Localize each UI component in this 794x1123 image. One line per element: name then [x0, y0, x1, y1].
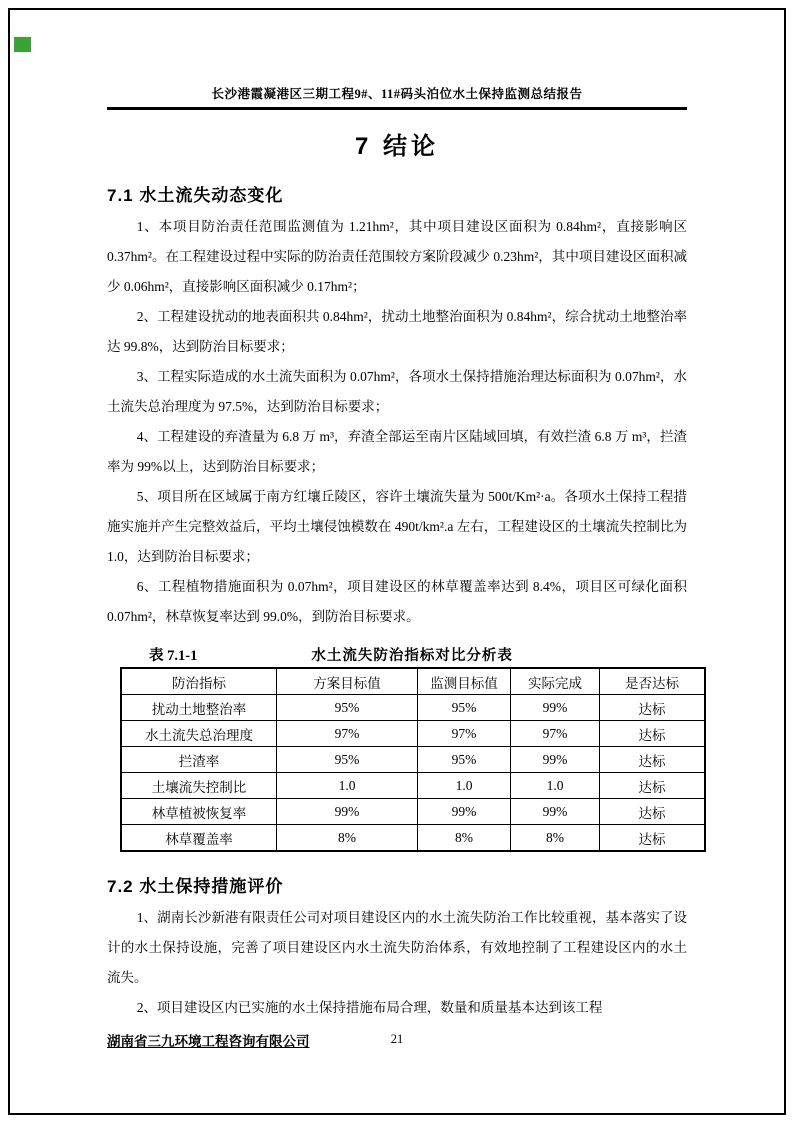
table-row — [121, 695, 705, 721]
table-caption-label: 表 7.1-1 — [149, 648, 198, 664]
table-caption-title: 水土流失防治指标对比分析表 — [311, 648, 513, 664]
table-cell: 97% — [511, 721, 600, 747]
paragraph: 4、工程建设的弃渣量为 6.8 万 m³，弃渣全部运至南片区陆域回填，有效拦渣 6.8 万 m³，拦渣率为 99%以上，达到防治目标要求； — [107, 429, 687, 474]
green-marker — [14, 37, 31, 52]
page-footer — [107, 1030, 687, 1056]
table-cell: 95% — [277, 695, 418, 721]
table-header-cell: 实际完成 — [511, 668, 600, 695]
table-header-row — [121, 668, 705, 695]
paragraph: 1、湖南长沙新港有限责任公司对项目建设区内的水土流失防治工作比较重视，基本落实了设计的水土保持设施，完善了项目建设区内水土流失防治体系，有效地控制了工程建设区内的水土流失。 — [107, 910, 687, 985]
table-cell: 8% — [511, 825, 600, 852]
footer-page-number: 21 — [390, 1032, 404, 1046]
indicator-comparison-table — [120, 667, 706, 852]
table-row — [121, 773, 705, 799]
table-row — [121, 721, 705, 747]
table-cell: 林草植被恢复率 — [121, 799, 277, 825]
paragraph: 5、项目所在区域属于南方红壤丘陵区，容许土壤流失量为 500t/Km²·a。各项水土保持工程措施实施并产生完整效益后，平均土壤侵蚀模数在 490t/km².a 左右，工程建设区的土壤流失控制比为 1.0，达到防治目标要求； — [107, 489, 687, 564]
table-header-cell: 方案目标值 — [277, 668, 418, 695]
table-cell: 99% — [418, 799, 511, 825]
table-cell: 达标 — [600, 721, 706, 747]
table-cell: 99% — [511, 799, 600, 825]
table-cell: 95% — [277, 747, 418, 773]
table-cell: 达标 — [600, 799, 706, 825]
paragraph: 2、项目建设区内已实施的水土保持措施布局合理，数量和质量基本达到该工程 — [136, 1000, 603, 1015]
table-cell: 土壤流失控制比 — [121, 773, 277, 799]
table-cell: 达标 — [600, 747, 706, 773]
footer-company-name: 湖南省三九环境工程咨询有限公司 — [107, 1034, 310, 1049]
table-row — [121, 825, 705, 852]
table-cell: 8% — [418, 825, 511, 852]
table-cell: 97% — [418, 721, 511, 747]
table-header-cell: 防治指标 — [121, 668, 277, 695]
paragraph: 3、工程实际造成的水土流失面积为 0.07hm²，各项水土保持措施治理达标面积为 0.07hm²，水土流失总治理度为 97.5%，达到防治目标要求； — [107, 369, 687, 414]
paragraph: 1、本项目防治责任范围监测值为 1.21hm²，其中项目建设区面积为 0.84hm²，直接影响区 0.37hm²。在工程建设过程中实际的防治责任范围较方案阶段减少 0.23hm²，其中项目建设区面积减少 0.06hm²，直接影响区面积减少 0.17hm²； — [107, 219, 687, 294]
table-cell: 1.0 — [277, 773, 418, 799]
table-cell: 95% — [418, 747, 511, 773]
table-cell: 99% — [511, 695, 600, 721]
table-row — [121, 747, 705, 773]
paragraph: 2、工程建设扰动的地表面积共 0.84hm²，扰动土地整治面积为 0.84hm²，综合扰动土地整治率达 99.8%，达到防治目标要求； — [107, 309, 687, 354]
table-caption — [107, 644, 687, 665]
table-cell: 达标 — [600, 773, 706, 799]
section-7-2-heading: 7.2 水土保持措施评价 — [107, 877, 284, 896]
table-cell: 林草覆盖率 — [121, 825, 277, 852]
table-cell: 扰动土地整治率 — [121, 695, 277, 721]
running-header — [107, 84, 687, 110]
table-cell: 97% — [277, 721, 418, 747]
table-cell: 95% — [418, 695, 511, 721]
page-content — [107, 84, 687, 1023]
table-cell: 8% — [277, 825, 418, 852]
running-header-title: 长沙港霞凝港区三期工程9#、11#码头泊位水土保持监测总结报告 — [211, 87, 583, 101]
table-header-cell: 是否达标 — [600, 668, 706, 695]
table-cell: 拦渣率 — [121, 747, 277, 773]
table-cell: 达标 — [600, 825, 706, 852]
paragraph: 6、工程植物措施面积为 0.07hm²，项目建设区的林草覆盖率达到 8.4%，项目区可绿化面积 0.07hm²，林草恢复率达到 99.0%，到防治目标要求。 — [107, 579, 687, 624]
table-cell: 99% — [277, 799, 418, 825]
table-cell: 1.0 — [511, 773, 600, 799]
table-header-cell: 监测目标值 — [418, 668, 511, 695]
table-row — [121, 799, 705, 825]
table-cell: 99% — [511, 747, 600, 773]
table-cell: 1.0 — [418, 773, 511, 799]
table-cell: 水土流失总治理度 — [121, 721, 277, 747]
table-cell: 达标 — [600, 695, 706, 721]
section-7-1-heading: 7.1 水土流失动态变化 — [107, 186, 284, 205]
chapter-title: 7 结论 — [354, 133, 439, 160]
